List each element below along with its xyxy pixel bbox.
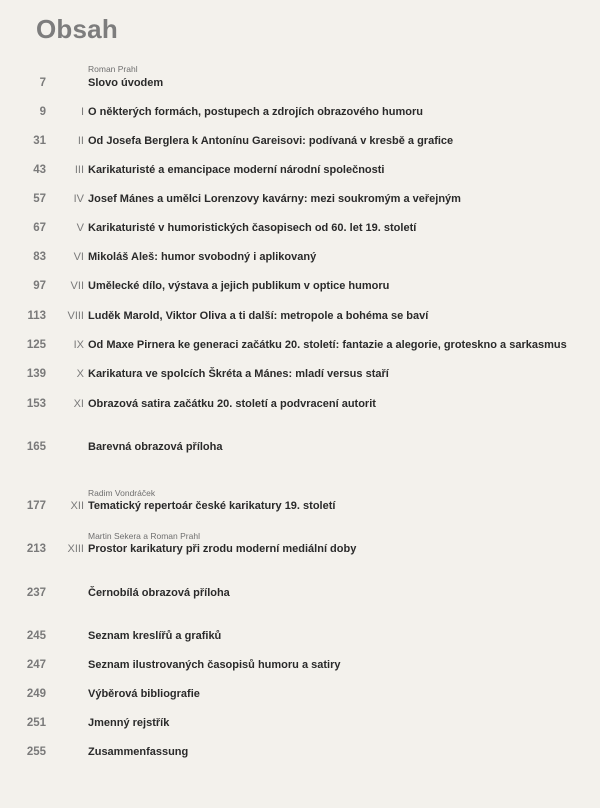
toc-entry[interactable] xyxy=(0,133,600,149)
entry-page: 245 xyxy=(26,630,46,642)
entry-title: Mikoláš Aleš: humor svobodný i aplikovaný xyxy=(88,251,317,263)
toc-entry[interactable] xyxy=(0,744,600,760)
entry-chapter-numeral: III xyxy=(74,164,84,176)
entry-title: Karikaturisté a emancipace moderní národní společnosti xyxy=(88,164,385,176)
entry-page: 43 xyxy=(33,164,46,176)
entry-page: 249 xyxy=(26,688,46,700)
entry-chapter-numeral: IX xyxy=(73,339,84,351)
entry-page: 97 xyxy=(33,280,46,292)
entry-page: 67 xyxy=(33,222,46,234)
entry-title: Černobílá obrazová příloha xyxy=(88,587,230,599)
toc-entry[interactable] xyxy=(0,439,600,455)
toc-entry[interactable] xyxy=(0,396,600,412)
toc-entry[interactable] xyxy=(0,715,600,731)
entry-page: 125 xyxy=(26,339,46,351)
entry-title: Jmenný rejstřík xyxy=(88,717,170,729)
entry-page: 139 xyxy=(26,368,46,380)
entry-title: Slovo úvodem xyxy=(88,77,164,89)
entry-title: Prostor karikatury při zrodu moderní mediální doby xyxy=(88,543,357,555)
entry-title: Karikatura ve spolcích Škréta a Mánes: mladí versus staří xyxy=(88,368,389,380)
toc-entry[interactable] xyxy=(0,657,600,673)
toc-entry[interactable] xyxy=(0,585,600,601)
entry-chapter-numeral: IV xyxy=(73,193,84,205)
entry-chapter-numeral: XIII xyxy=(67,543,84,555)
entry-title: Tematický repertoár české karikatury 19. století xyxy=(88,500,336,512)
entry-title: O některých formách, postupech a zdrojích obrazového humoru xyxy=(88,106,423,118)
entry-chapter-numeral: VIII xyxy=(67,310,84,322)
entry-title: Od Maxe Pirnera ke generaci začátku 20. století: fantazie a alegorie, groteskno a sarkasmus xyxy=(88,339,567,351)
entry-title: Seznam ilustrovaných časopisů humoru a satiry xyxy=(88,659,341,671)
entry-page: 255 xyxy=(26,746,46,758)
entry-title: Josef Mánes a umělci Lorenzovy kavárny: mezi soukromým a veřejným xyxy=(88,193,461,205)
entry-title: Výběrová bibliografie xyxy=(88,688,200,700)
page-title: Obsah xyxy=(36,14,118,44)
toc-entry[interactable] xyxy=(0,541,600,557)
toc-entry[interactable] xyxy=(0,104,600,120)
entry-author: Martin Sekera a Roman Prahl xyxy=(88,531,200,541)
toc-entry[interactable] xyxy=(0,191,600,207)
entry-page: 7 xyxy=(39,77,46,89)
toc-entry[interactable] xyxy=(0,249,600,265)
toc-entry[interactable] xyxy=(0,278,600,294)
entry-page: 165 xyxy=(26,441,46,453)
toc-entry[interactable] xyxy=(0,366,600,382)
entry-chapter-numeral: II xyxy=(77,135,84,147)
toc-entry[interactable] xyxy=(0,162,600,178)
entry-title: Karikaturisté v humoristických časopisech od 60. let 19. století xyxy=(88,222,417,234)
toc-entry[interactable] xyxy=(0,628,600,644)
entry-page: 31 xyxy=(33,135,46,147)
toc-entry[interactable] xyxy=(0,686,600,702)
entry-chapter-numeral: XI xyxy=(73,398,84,410)
entry-title: Obrazová satira začátku 20. století a podvracení autorit xyxy=(88,398,376,410)
entry-page: 153 xyxy=(26,398,46,410)
entry-page: 83 xyxy=(33,251,46,263)
entry-page: 237 xyxy=(26,587,46,599)
entry-title: Barevná obrazová příloha xyxy=(88,441,223,453)
entry-title: Umělecké dílo, výstava a jejich publikum v optice humoru xyxy=(88,280,390,292)
entry-page: 57 xyxy=(33,193,46,205)
entry-page: 177 xyxy=(26,500,46,512)
entry-page: 247 xyxy=(26,659,46,671)
entry-chapter-numeral: VI xyxy=(73,251,84,263)
entry-author: Radim Vondráček xyxy=(88,488,156,498)
entry-chapter-numeral: X xyxy=(76,368,84,380)
entry-page: 213 xyxy=(26,543,46,555)
entry-page: 251 xyxy=(26,717,46,729)
entry-chapter-numeral: VII xyxy=(70,280,84,292)
entry-title: Seznam kreslířů a grafiků xyxy=(88,630,222,642)
entry-chapter-numeral: V xyxy=(76,222,84,234)
toc-entry[interactable] xyxy=(0,75,600,91)
toc-entry[interactable] xyxy=(0,220,600,236)
entry-chapter-numeral: I xyxy=(80,106,84,118)
entry-author: Roman Prahl xyxy=(88,64,138,74)
entry-page: 9 xyxy=(39,106,46,118)
toc-entry[interactable] xyxy=(0,498,600,514)
toc-entry[interactable] xyxy=(0,308,600,324)
entry-chapter-numeral: XII xyxy=(70,500,84,512)
entry-title: Luděk Marold, Viktor Oliva a ti další: metropole a bohéma se baví xyxy=(88,310,429,322)
entry-title: Od Josefa Berglera k Antonínu Gareisovi: podívaná v kresbě a grafice xyxy=(88,135,454,147)
entry-title: Zusammenfassung xyxy=(88,746,189,758)
entry-page: 113 xyxy=(27,310,46,322)
toc-entry[interactable] xyxy=(0,337,600,353)
